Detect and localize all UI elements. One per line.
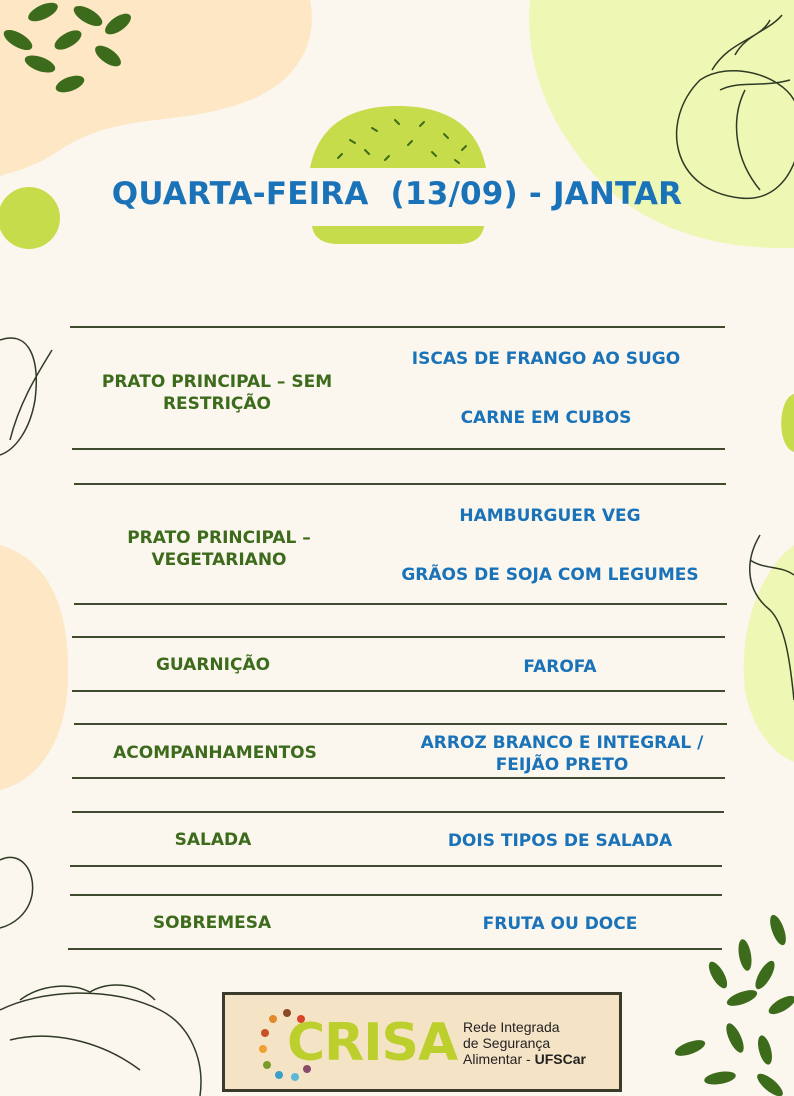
tagline-line (463, 1051, 613, 1067)
row-value: CARNE EM CUBOS (460, 408, 632, 428)
row-divider (70, 865, 722, 867)
row-value: GRÃOS DE SOJA COM LEGUMES (401, 565, 699, 585)
tagline-ufscar: UFSCar (534, 1051, 586, 1067)
row-value: ARROZ BRANCO E INTEGRAL / FEIJÃO PRETO (420, 733, 704, 775)
row-divider (72, 690, 725, 692)
crisa-logo-box (222, 992, 622, 1092)
row-label: PRATO PRINCIPAL – VEGETARIANO (127, 528, 311, 570)
crisa-logo-word: CRISA (287, 1013, 458, 1073)
row-divider (72, 811, 724, 813)
row-label: PRATO PRINCIPAL – SEM RESTRIÇÃO (101, 372, 333, 414)
row-divider (74, 603, 727, 605)
row-divider (74, 723, 727, 725)
tagline-line: Rede Integrada (463, 1019, 560, 1035)
row-value: FAROFA (523, 657, 597, 677)
row-value: FRUTA OU DOCE (482, 914, 638, 934)
row-divider (68, 948, 722, 950)
row-divider (74, 483, 726, 485)
row-label: ACOMPANHAMENTOS (113, 743, 317, 763)
row-value: ISCAS DE FRANGO AO SUGO (411, 349, 681, 369)
row-divider (72, 448, 725, 450)
row-label: SOBREMESA (152, 913, 272, 933)
row-value: DOIS TIPOS DE SALADA (447, 831, 673, 851)
tagline-line: de Segurança (463, 1035, 551, 1051)
page-title: QUARTA-FEIRA (13/09) - JANTAR (111, 176, 683, 212)
crisa-tagline (463, 1019, 613, 1067)
row-label: SALADA (174, 830, 252, 850)
row-divider (70, 326, 725, 328)
tagline-text: Alimentar - (463, 1051, 535, 1067)
row-label: GUARNIÇÃO (155, 655, 271, 675)
row-value: HAMBURGUER VEG (459, 506, 641, 526)
row-divider (72, 777, 725, 779)
row-divider (72, 636, 725, 638)
row-divider (70, 894, 722, 896)
